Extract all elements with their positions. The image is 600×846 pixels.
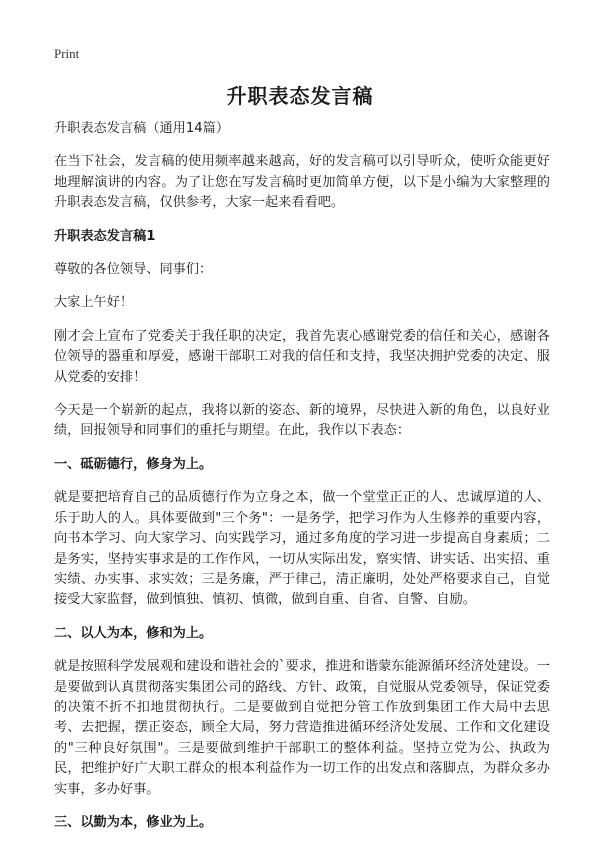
point-text-2: 就是按照科学发展观和建设和谐社会的`要求，推进和谐蒙东能源循环经济处建设。一是要做到认真贯彻落实集团公司的路线、方针、政策，自觉服从党委领导，保证党委的决策不折不扣地贯彻执行。二是要做到自觉把分管工作放到集团工作大局中去思考、去把握，摆正姿态，顾全大局，努力营造推进循环经济处发展、工作和文化建设的"三种良好氛围"。三是要做到维护干部职工的整体利益。坚持立党为公、执政为民，把维护好广大职工群众的根本利益作为一切工作的出发点和落脚点，为群众多办实事，多办好事。 bbox=[54, 659, 550, 797]
article-body bbox=[54, 119, 550, 846]
salutation: 大家上午好！ bbox=[54, 295, 134, 311]
section-heading: 升职表态发言稿1 bbox=[54, 228, 156, 244]
intro-paragraph: 在当下社会，发言稿的使用频率越来越高，好的发言稿可以引导听众，使听众能更好地理解演讲的内容。为了让您在写发言稿时更加简单方便，以下是小编为大家整理的升职表态发言稿，仅供参考，大家一起来看看吧。 bbox=[54, 154, 550, 211]
print-link[interactable]: Print bbox=[54, 46, 80, 61]
point-heading-1: 一、砥砺德行，修身为上。 bbox=[54, 456, 213, 472]
paragraph-appointment: 刚才会上宣布了党委关于我任职的决定，我首先衷心感谢党委的信任和关心，感谢各位领导的器重和厚爱，感谢干部职工对我的信任和支持，我坚决拥护党委的决定、服从党委的安排！ bbox=[54, 328, 550, 385]
point-heading-2: 二、以人为本，修和为上。 bbox=[54, 625, 213, 641]
greeting: 尊敬的各位领导、同事们： bbox=[54, 262, 213, 278]
point-text-1: 就是要把培育自己的品质德行作为立身之本，做一个堂堂正正的人、忠诚厚道的人、乐于助人的人。具体要做到"三个务"：一是务学，把学习作为人生修养的重要内容，向书本学习、向大家学习、向实践学习，通过多角度的学习进一步提高自身素质；二是务实，坚持实事求是的工作作风，一切从实际出发，察实情、讲实话、出实招、重实绩、办实事、求实效；三是务廉，严于律己，清正廉明，处处严格要求自己，自觉接受大家监督，做到慎独、慎初、慎微，做到自重、自省、自警、自励。 bbox=[54, 490, 550, 608]
point-heading-3: 三、以勤为本，修业为上。 bbox=[54, 814, 213, 830]
subtitle: 升职表态发言稿（通用14篇） bbox=[54, 121, 230, 136]
paragraph-pledge: 今天是一个崭新的起点，我将以新的姿态、新的境界，尽快进入新的角色，以良好业绩，回报领导和同事们的重托与期望。在此，我作以下表态： bbox=[54, 403, 550, 439]
page-title: 升职表态发言稿 bbox=[226, 84, 374, 108]
